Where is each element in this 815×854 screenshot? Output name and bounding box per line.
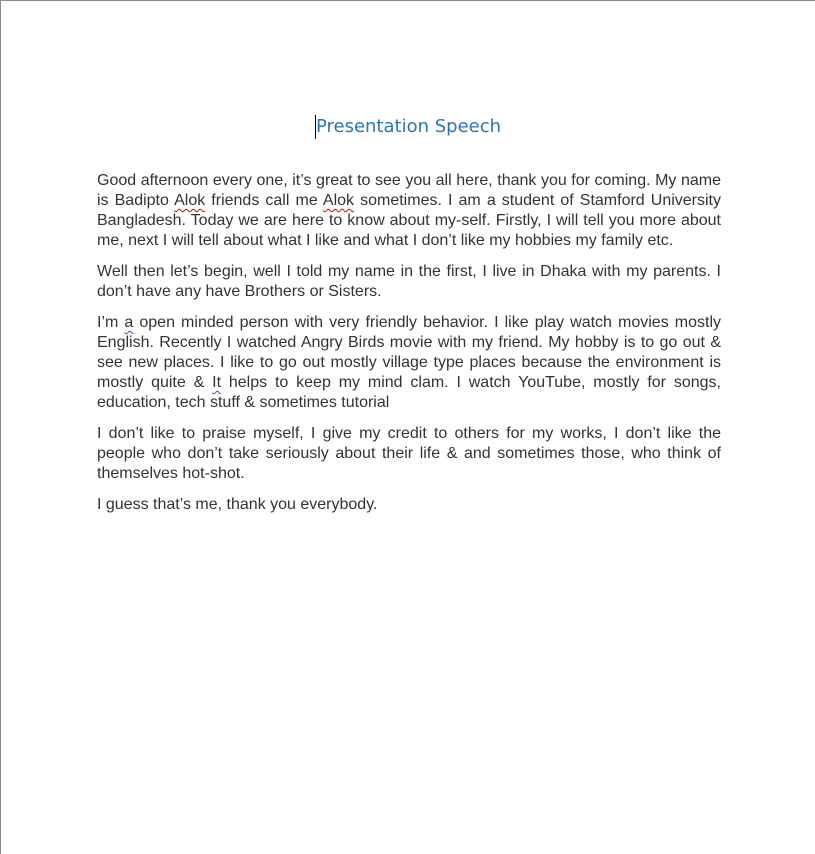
paragraph-family: Well then let’s begin, well I told my name in the first, I live in Dhaka with my parents. I don’t have any have Brothers or Sisters. bbox=[97, 263, 721, 300]
document-body[interactable] bbox=[97, 171, 721, 526]
paragraph-intro: Good afternoon every one, it’s great to see you all here, thank you for coming. My name is Badipto Alok friends call me Alok sometimes. I am a student of Stamford University Bangladesh. Today we are here to know about my-self. Firstly, I will tell you more about me, next I will tell about what I like and what I don’t like my hobbies my family etc. bbox=[97, 172, 721, 249]
paragraph-closing: I guess that’s me, thank you everybody. bbox=[97, 496, 378, 513]
title-container bbox=[1, 113, 815, 141]
document-title[interactable] bbox=[316, 113, 501, 141]
document-title-text: Presentation Speech bbox=[315, 116, 502, 137]
paragraph-dislikes: I don’t like to praise myself, I give my credit to others for my works, I don’t like the people who don’t take seriously about their life & and sometimes those, who think of themselves hot-shot. bbox=[97, 425, 721, 482]
spelling-error-alok[interactable]: Alok bbox=[174, 192, 206, 209]
grammar-error-it[interactable]: It bbox=[212, 374, 222, 391]
text-cursor bbox=[315, 115, 316, 139]
paragraph-hobbies: I’m a open minded person with very friendly behavior. I like play watch movies mostly English. Recently I watched Angry Birds movie with my friend. My hobby is to go out & see new places. I like to go out mostly village type places because the environment is mostly quite & It helps to keep my mind clam. I watch YouTube, mostly for songs, education, tech stuff & sometimes tutorial bbox=[97, 314, 721, 411]
spelling-error-alok[interactable]: Alok bbox=[322, 192, 355, 209]
grammar-error-a[interactable]: a bbox=[124, 314, 134, 331]
